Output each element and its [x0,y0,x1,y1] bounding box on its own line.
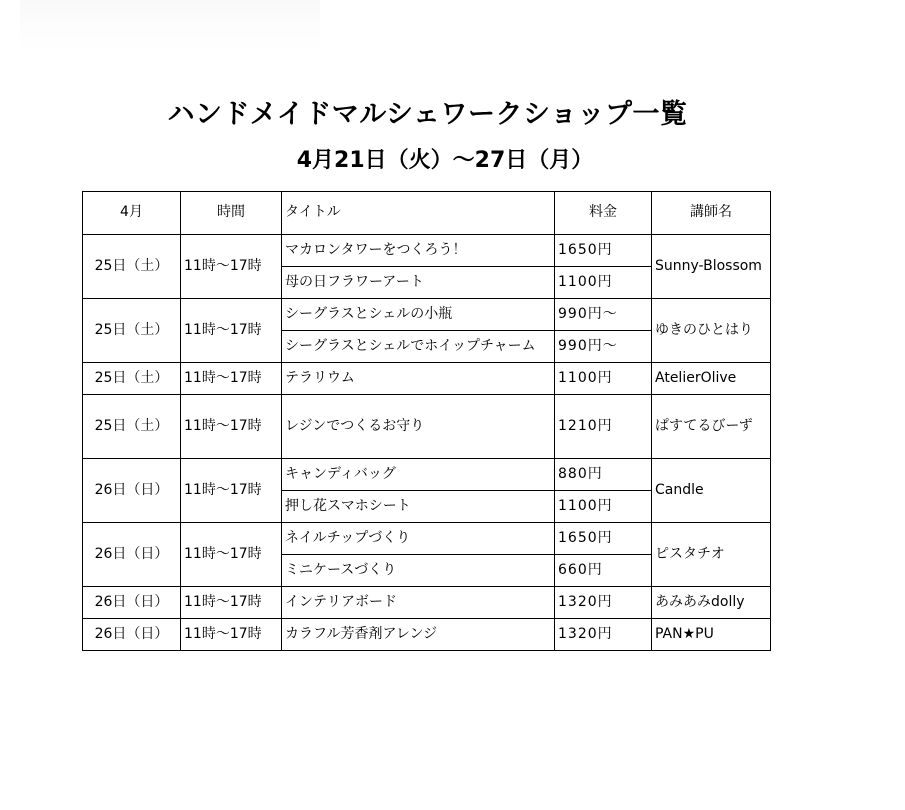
time-cell: 11時～17時 [181,587,282,619]
price-cell: 1320円 [555,619,652,651]
time-cell: 11時～17時 [181,235,282,299]
title-cell: インテリアボード [282,587,555,619]
time-cell: 11時～17時 [181,395,282,459]
title-cell: シーグラスとシェルでホイップチャーム [282,331,555,363]
instructor-cell: Candle [652,459,771,523]
table-row [83,587,771,619]
workshop-table [82,191,771,651]
instructor-cell: ゆきのひとはり [652,299,771,363]
header-time: 時間 [181,192,282,235]
time-cell: 11時～17時 [181,363,282,395]
header-instructor: 講師名 [652,192,771,235]
date-cell: 26日（日） [83,523,181,587]
instructor-cell: Sunny-Blossom [652,235,771,299]
price-cell: 1100円 [555,267,652,299]
date-cell: 25日（土） [83,235,181,299]
table-row [83,363,771,395]
instructor-cell: ぱすてるびーず [652,395,771,459]
table-row [83,619,771,651]
time-cell: 11時～17時 [181,619,282,651]
header-title: タイトル [282,192,555,235]
date-cell: 25日（土） [83,395,181,459]
date-cell: 25日（土） [83,363,181,395]
table-row [83,523,771,555]
date-cell: 25日（土） [83,299,181,363]
price-cell: 1650円 [555,523,652,555]
price-cell: 1210円 [555,395,652,459]
time-cell: 11時～17時 [181,299,282,363]
price-cell: 1100円 [555,491,652,523]
time-cell: 11時～17時 [181,523,282,587]
price-cell: 1100円 [555,363,652,395]
date-cell: 26日（日） [83,459,181,523]
header-month: 4月 [83,192,181,235]
table-row [83,459,771,491]
table-row [83,235,771,267]
title-cell: マカロンタワーをつくろう！ [282,235,555,267]
page-subtitle: 4月21日（火）～27日（月） [296,148,594,173]
table-row [83,395,771,459]
instructor-cell: PAN★PU [652,619,771,651]
price-cell: 990円～ [555,331,652,363]
top-fade [20,0,320,50]
title-cell: レジンでつくるお守り [282,395,555,459]
header-price: 料金 [555,192,652,235]
title-cell: ミニケースづくり [282,555,555,587]
date-cell: 26日（日） [83,619,181,651]
instructor-cell: あみあみdolly [652,587,771,619]
price-cell: 880円 [555,459,652,491]
table-row [83,299,771,331]
title-cell: キャンディバッグ [282,459,555,491]
title-cell: カラフル芳香剤アレンジ [282,619,555,651]
instructor-cell: ピスタチオ [652,523,771,587]
price-cell: 1650円 [555,235,652,267]
price-cell: 1320円 [555,587,652,619]
date-cell: 26日（日） [83,587,181,619]
price-cell: 660円 [555,555,652,587]
title-cell: ネイルチップづくり [282,523,555,555]
title-cell: 押し花スマホシート [282,491,555,523]
title-cell: シーグラスとシェルの小瓶 [282,299,555,331]
table-header-row [83,192,771,235]
title-cell: テラリウム [282,363,555,395]
title-cell: 母の日フラワーアート [282,267,555,299]
instructor-cell: AtelierOlive [652,363,771,395]
price-cell: 990円～ [555,299,652,331]
time-cell: 11時～17時 [181,459,282,523]
page-title: ハンドメイドマルシェワークショップ一覧 [167,99,688,130]
